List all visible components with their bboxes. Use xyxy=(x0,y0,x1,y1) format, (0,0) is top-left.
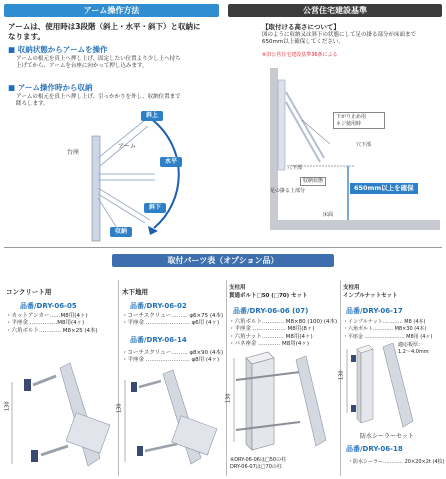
label-foot-top: 足の掛る上部分 xyxy=(270,188,306,194)
label-arm: アーム xyxy=(118,143,136,150)
standard-text xyxy=(262,32,444,46)
arm-section-header: アーム操作方法 xyxy=(4,4,219,17)
insert-apply-2: 1.2～4.0mm xyxy=(398,348,429,355)
pillar-part-3: ・六角ナット………… M8用(4ヶ) xyxy=(229,333,313,340)
label-horizontal: 水平 xyxy=(160,157,182,167)
label-hook-line1: 下がり止め用 xyxy=(336,114,367,120)
label-base: 台座 xyxy=(67,149,80,156)
wood-part1-1: ・コーチスクリュー……… φ6×75 (4本) xyxy=(122,313,224,319)
pillar-code: 品番/DRY-06-06 (07) xyxy=(233,307,309,315)
insert-part-1: ・インブルナット………… M8 (4本) xyxy=(343,319,426,325)
wood-parts2 xyxy=(122,350,223,365)
insert-apply xyxy=(398,342,429,355)
label-hook xyxy=(333,112,385,129)
seal-title: 防水シーラーセット xyxy=(360,433,414,440)
label-wall2: 穴下部 xyxy=(287,165,303,171)
wood-dim: 130 xyxy=(116,403,123,414)
pillar-dim: 130 xyxy=(225,393,232,404)
arm-diagram xyxy=(50,108,200,246)
operate-to-store-line1: アームの根元を真上へ押し上げ、引っかかりを外し、収納位置まで xyxy=(16,94,181,100)
pillar-footnote-1: ※DRY-06-06は□50の柱 xyxy=(230,457,287,463)
hook-pointer xyxy=(302,120,330,144)
concrete-illustration xyxy=(8,348,116,478)
insert-apply-1: 適応板厚： xyxy=(398,342,424,348)
operate-to-store-title: ■ アーム操作時から収納 xyxy=(8,83,93,92)
height-title: 【取付ける高さについて】 xyxy=(262,23,340,31)
arm-down-graphic xyxy=(98,188,150,223)
wood-title: 木下地用 xyxy=(122,288,148,296)
store-to-operate-title: ■ 収納状態からアームを操作 xyxy=(8,45,108,54)
label-hook-line2: ネジ使用時 xyxy=(336,120,362,127)
insert-title2: インブルナットセット xyxy=(343,293,398,299)
standard-diagram xyxy=(262,62,444,240)
standard-text-line2: 650mm以上確保してください。 xyxy=(262,39,344,45)
wood-part2-2: ・平座金 …………………… φ8用 (4ヶ) xyxy=(122,357,220,364)
seal-part-1: ・防水シーラー………… 20×20×2t (4枚) xyxy=(348,459,445,465)
insert-parts xyxy=(343,319,432,341)
parts-section-header: 取付パーツ表（オプション品） xyxy=(112,254,334,267)
standard-section-header: 公営住宅建設基準 xyxy=(228,4,442,17)
wood-code1: 品番/DRY-06-02 xyxy=(130,302,187,310)
floor xyxy=(270,220,440,230)
wall xyxy=(270,68,278,228)
wood-part2-1: ・コーチスクリュー……… φ8×90 (4本) xyxy=(122,350,224,356)
concrete-dim: 130 xyxy=(4,401,11,412)
label-store-state: 収納状態 xyxy=(300,177,326,186)
label-clearance: 650mm以上を確保 xyxy=(350,183,418,194)
pillar-parts xyxy=(229,319,337,349)
stored-arm xyxy=(286,92,324,162)
insert-dim: 130 xyxy=(338,370,345,381)
wood-code2: 品番/DRY-06-14 xyxy=(130,336,187,344)
concrete-part-1: ・カットアンカー……M8用(4ヶ) xyxy=(6,313,88,319)
standard-note: ※旧公営住宅建設基準36条による xyxy=(262,52,338,58)
insert-part-3: ・平座金 …………………… M8用 (4ヶ) xyxy=(343,333,433,340)
pillar-illustration xyxy=(230,350,340,455)
operate-to-store-line2: 降ろします。 xyxy=(16,101,49,107)
pillar-part-1: ・六角ボルト………… M8×80 (100) (4本) xyxy=(229,319,338,325)
concrete-part-3: ・六角ボルト………… M8×25 (4本) xyxy=(6,327,98,334)
seal-code: 品番/DRY-06-18 xyxy=(346,445,403,453)
label-down: 斜下 xyxy=(144,203,166,213)
store-to-operate-title-text: 収納状態からアームを操作 xyxy=(17,45,108,54)
pillar-footnote xyxy=(230,457,286,470)
wood-parts1 xyxy=(122,313,223,328)
operate-to-store-title-text: アーム操作時から収納 xyxy=(17,83,93,92)
wood-illustration xyxy=(121,366,224,478)
label-up: 斜上 xyxy=(141,111,163,121)
arm-intro-line2: なります。 xyxy=(8,32,45,41)
pillar-part-4: ・バネ座金 ………… M8用(4ヶ) xyxy=(229,341,310,348)
insert-title: 支柱用 xyxy=(343,285,360,291)
label-floor: 床面 xyxy=(323,212,334,218)
parts-divider xyxy=(4,247,442,248)
label-store: 収納 xyxy=(110,227,132,237)
concrete-part-2: ・平座金 ……………M8用(4ヶ) xyxy=(6,320,85,327)
label-wall: 穴下部 xyxy=(356,142,372,148)
concrete-code: 品番/DRY-06-05 xyxy=(20,302,77,310)
arm-horizontal-graphic xyxy=(98,174,155,180)
pillar-footnote-2: DRY-06-07は□70の柱 xyxy=(230,463,282,470)
arm-intro-line1: アームは、使用時は3段階（斜上・水平・斜下）と収納に xyxy=(8,22,201,31)
insert-code: 品番/DRY-06-17 xyxy=(346,307,403,315)
standard-text-line1: 図のように収納又は斜下の状態にして足の掛る部分が床面まで xyxy=(262,32,417,38)
concrete-parts xyxy=(6,313,98,335)
concrete-title: コンクリート用 xyxy=(6,288,52,296)
pillar-part-2: ・平座金 ……………… M8用(8ヶ) xyxy=(229,326,315,333)
pillar-title2: 貫通ボルト□50 (□70) セット xyxy=(229,293,308,299)
insert-illustration xyxy=(343,343,446,428)
insert-part-2: ・六角ボルト………… M8×30 (4本) xyxy=(343,326,427,333)
base-plate xyxy=(278,80,285,170)
arm-intro xyxy=(8,22,222,42)
store-to-operate-text xyxy=(16,56,224,70)
wood-part1-2: ・平座金 …………………… φ6用 (4ヶ) xyxy=(122,320,220,327)
pillar-title: 支柱用 xyxy=(229,285,246,291)
store-to-operate-line1: アームの根元を真上へ押し上げ、固定したい位置より少し上へ持ち xyxy=(16,56,181,62)
operate-to-store-text xyxy=(16,94,224,108)
store-to-operate-line2: 上げてから、アームを台座に向かって押し込みます。 xyxy=(16,63,148,69)
